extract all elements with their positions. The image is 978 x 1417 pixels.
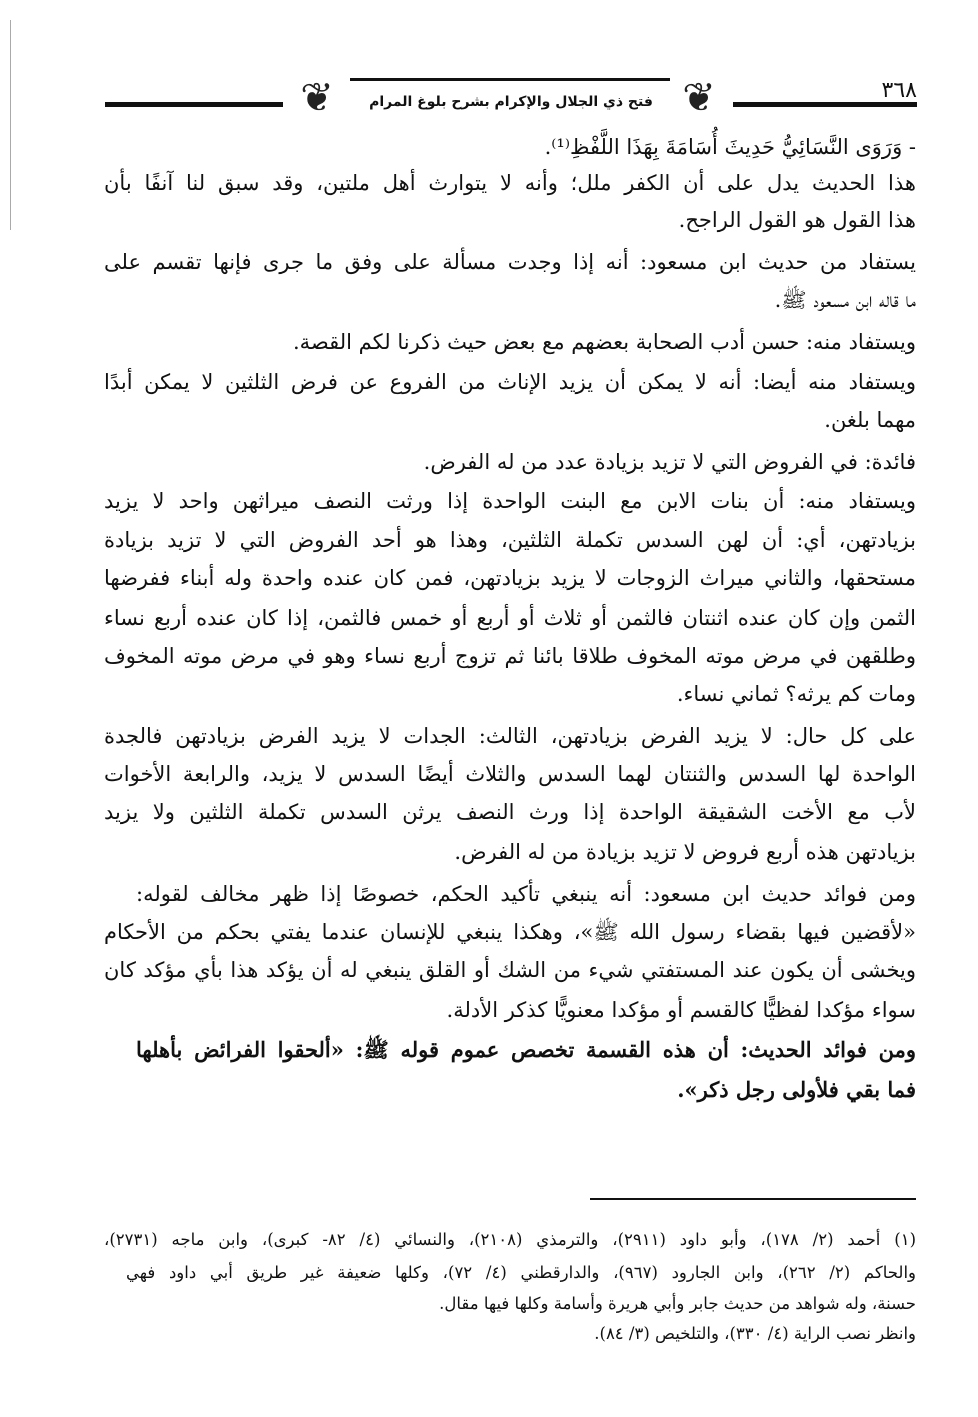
footnote-line: والحاكم (٢/ ٢٦٢)، وابن الجارود (٩٦٧)، والدارقطني (٤/ ٧٢)، وكلها ضعيفة غير طريق أبي داود فهي — [126, 1263, 916, 1282]
body-line: سواء مؤكدا لفظيًّا كالقسم أو مؤكدا معنويًّا كذكر الأدلة. — [446, 998, 916, 1022]
body-line: الثمن وإن كان عنده اثنتان فالثمن أو ثلاث أو أربع أو خمس فالثمن، إذا كان عنده أربع نساء — [104, 606, 916, 630]
page-header — [105, 75, 917, 124]
body-line: بزيادتهن هذه أربع فروض لا تزيد بزيادة من له الفرض. — [454, 840, 916, 864]
hadith-line: - وَرَوَى النَّسَائِيُّ حَدِيثَ أُسَامَةَ بِهَذَا اللَّفْظِ⁽¹⁾. — [544, 135, 916, 159]
body-line: ويخشى أن يكون عند المستفتي شيء من الشك أو القلق ينبغي له أن يؤكد هذا بأي مؤكد كان — [104, 958, 916, 982]
body-line: ويستفاد منه: أن بنات الابن مع البنت الواحدة إذا ورثت النصف ميراثهن واحد لا يزيد — [104, 489, 916, 513]
scan-margin-mark — [10, 20, 11, 230]
ornament-right-icon: ❦ — [682, 75, 716, 121]
body-line: ومات كم يرثه؟ ثماني نساء. — [676, 682, 916, 706]
book-title: فتح ذي الجلال والإكرام بشرح بلوغ المرام — [369, 94, 653, 110]
body-line: ما قاله ابن مسعود ﷺ. — [774, 288, 916, 312]
body-line: مهما بلغن. — [824, 408, 916, 432]
body-line: ومن فوائد حديث ابن مسعود: أنه ينبغي تأكيد الحكم، خصوصًا إذا ظهر مخالف لقوله: — [136, 882, 916, 906]
footnote-line: حسنة، وله شواهد من حديث جابر وأبي هريرة وأسامة وكلها فيها مقال. — [439, 1294, 916, 1313]
body-line: ويستفاد منه: حسن أدب الصحابة بعضهم مع بعض حيث ذكرنا لكم القصة. — [293, 330, 916, 354]
body-line: فائدة: في الفروض التي لا تزيد بزيادة عدد من له الفرض. — [423, 450, 916, 474]
body-line: هذا القول هو القول الراجح. — [678, 208, 916, 232]
body-line: بزيادتهن، أي: أن لهن السدس تكملة الثلثين، وهذا هو أحد الفروض التي لا تزيد بزيادة — [104, 528, 916, 552]
body-line: مستحقها، والثاني ميراث الزوجات لا يزيد بزيادتهن، فمن كان عنده واحدة وله أبناء ففرضها — [104, 566, 916, 590]
page-number: ٣٦٨ — [881, 78, 917, 103]
body-line: فما بقي فلأولى رجل ذكر». — [677, 1077, 916, 1102]
body-line: على كل حال: لا يزيد الفرض بزيادتهن، الثالث: الجدات لا يزيد الفرض بزيادتهن فالجدة — [104, 724, 916, 748]
footnote-line: وانظر نصب الراية (٤/ ٣٣٠)، والتلخيص (٣/ ٨٤). — [594, 1324, 916, 1343]
body-line: ومن فوائد الحديث: أن هذه القسمة تخصص عموم قوله ﷺ: «ألحقوا الفرائض بأهلها — [136, 1037, 916, 1062]
body-line: وطلقهن في مرض موته المخوف طلاقا بائنا ثم تزوج أربع نساء وهو في مرض موته المخوف — [104, 644, 916, 668]
body-line: الواحدة لها السدس والثنتان لهما السدس والثلاث أيضًا السدس لا يزيد، والرابعة الأخوات — [104, 762, 916, 786]
footnote-line: (١) أحمد (٢/ ١٧٨)، وأبو داود (٢٩١١)، والترمذي (٢١٠٨)، والنسائي (٤/ ٨٢- كبرى)، وابن ماجه (٢٧٣١)، — [104, 1230, 916, 1249]
body-line: «لأقضين فيها بقضاء رسول الله ﷺ»، وهكذا ينبغي للإنسان عندما يفتي بحكم من الأحكام — [104, 920, 916, 944]
header-rule-top — [350, 78, 670, 81]
body-line: لأب مع الأخت الشقيقة الواحدة إذا ورث النصف يرثن السدس تكملة الثلثين ولا يزيد — [104, 800, 916, 824]
footnote-separator — [590, 1198, 916, 1200]
body-line: هذا الحديث يدل على أن الكفر ملل؛ وأنه لا يتوارث أهل ملتين، وقد سبق لنا آنفًا بأن — [104, 171, 916, 195]
body-line: يستفاد من حديث ابن مسعود: أنه إذا وجدت مسألة على وفق ما جرى فإنها تقسم على — [104, 250, 916, 274]
header-rule-left — [105, 102, 283, 107]
ornament-left-icon: ❦ — [300, 75, 334, 121]
body-line: ويستفاد منه أيضا: أنه لا يمكن أن يزيد الإناث من الفروع عن فرض الثلثين لا يمكن أبدًا — [104, 370, 916, 394]
